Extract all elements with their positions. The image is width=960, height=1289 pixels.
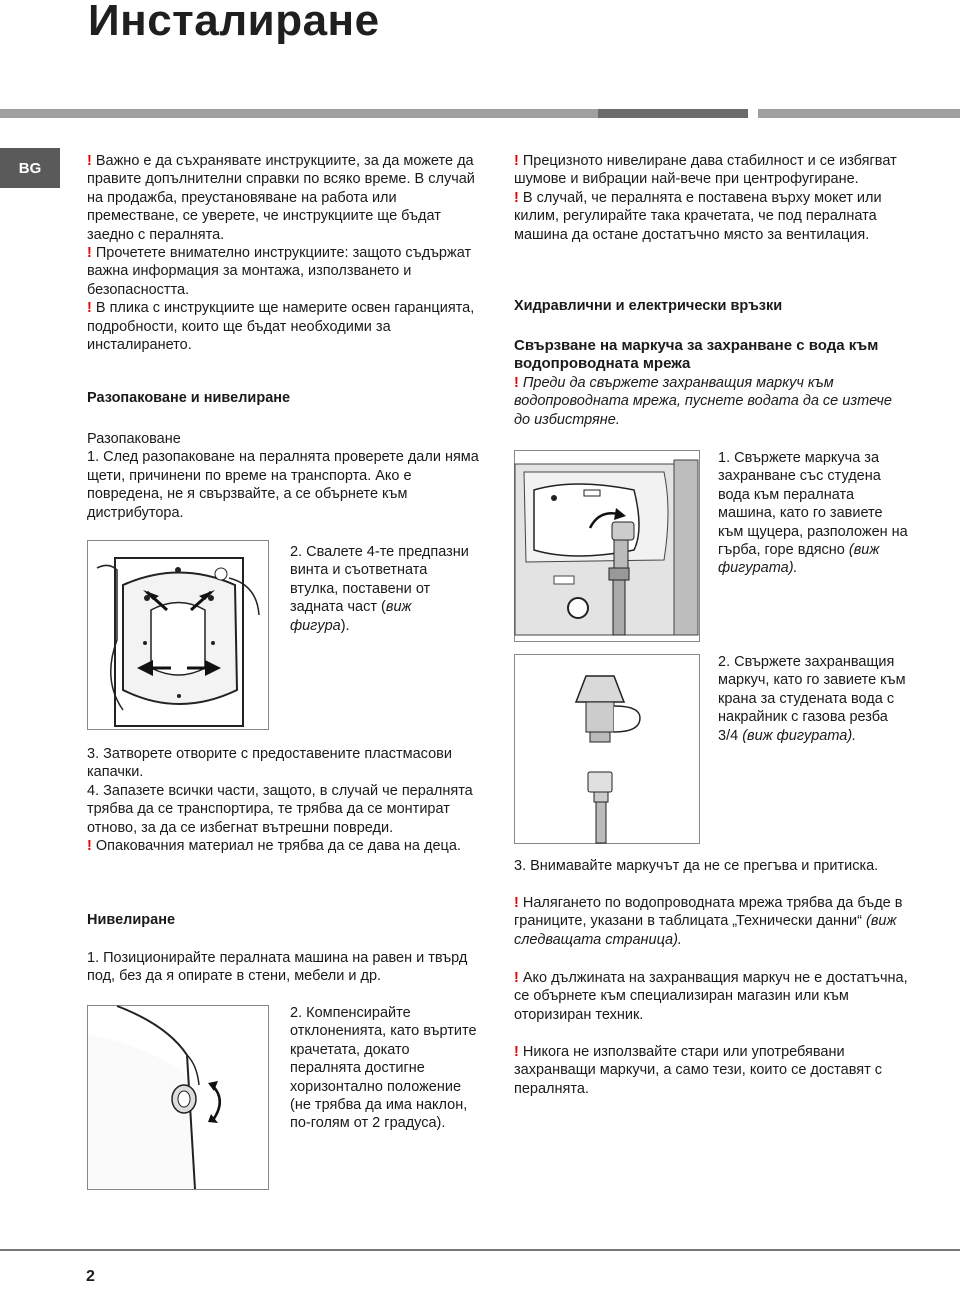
- language-tab: BG: [0, 148, 60, 188]
- length-warning: ! Ако дължината на захранващия маркуч не е достатъчна, се обърнете към специализиран магазин или към оторизиран техник.: [514, 970, 908, 1023]
- header-rule: [0, 109, 960, 118]
- hydraulic-heading: Хидравлични и електрически връзки: [514, 298, 783, 314]
- old-hose-warning: ! Никога не използвайте стари или употребявани захранващи маркучи, а само тези, които се доставят с пералнята.: [514, 1044, 883, 1097]
- level-step-2: 2. Компенсирайте отклоненията, като въртите крачетата, докато пералнята достигне хоризонтално положение (не трябва да има наклон, по-голям от 2 градуса).: [290, 1005, 477, 1132]
- page-title: Инсталиране: [88, 0, 380, 45]
- unpack-step-3: 3. Затворете отворите с предоставените пластмасови капачки.: [87, 746, 452, 781]
- intro-paragraph: ! Прочетете внимателно инструкциите: защото съдържат важна информация за монтажа, използването и безопасността.: [87, 245, 472, 298]
- unpack-step-2: 2. Свалете 4-те предпазни винта и съответната втулка, поставени от задната част (виж фигура).: [290, 544, 469, 634]
- unpack-block: [87, 430, 479, 522]
- unpack-warning: ! Опаковачния материал не трябва да се дава на деца.: [87, 838, 461, 855]
- intro-paragraph: ! Важно е да съхранявате инструкциите, за да можете да правите допълнителни справки по всяко време. В случай на продажба, преустановяване на работа или преместване, се уверете, че инструкциите ще бъдат заедно с пералнята.: [87, 153, 475, 243]
- level-foot-figure: [87, 1005, 269, 1190]
- hose-step-2: 2. Свържете захранващия маркуч, като го завиете към крана за студената вода с накрайник с газова резба 3/4 (виж фигурата).: [718, 654, 906, 744]
- page-number: 2: [86, 1268, 95, 1285]
- note-paragraph: ! Прецизното нивелиране дава стабилност и се избягват шумове и вибрации най-вече при центрофугиране.: [514, 153, 897, 188]
- hose-step-1: 1. Свържете маркуча за захранване със студена вода към пералната машина, като го завиете към щуцера, разположен на гърба, горе вдясно (виж фигурата).: [718, 450, 908, 577]
- unpack-subheading: Разопаковане: [87, 431, 181, 447]
- inlet-figure: [514, 450, 700, 642]
- unpack-heading: Разопаковане и нивелиране: [87, 390, 291, 406]
- hose-step-3: 3. Внимавайте маркучът да не се прегъва и притиска.: [514, 858, 879, 874]
- leveling-notes: [514, 152, 909, 244]
- unpack-step-1: 1. След разопаковане на пералнята проверете дали няма щети, причинени по време на транспорта. Ако е повредена, не я свързвайте, а се обърнете към дистрибутора.: [87, 449, 479, 521]
- level-step-1: 1. Позиционирайте пералната машина на равен и твърд под, без да я опирате в стени, мебели и др.: [87, 950, 468, 985]
- hose-block: [514, 337, 894, 429]
- washer-back-figure: [87, 540, 269, 730]
- unpack-step-4: 4. Запазете всички части, защото, в случай че пералнята трябва да се транспортира, те трябва да се монтират отново, за да се избегнат вътрешни повреди.: [87, 782, 473, 836]
- intro-paragraph: ! В плика с инструкциите ще намерите освен гаранцията, подробности, които ще бъдат необходими за инсталирането.: [87, 300, 475, 354]
- hose-heading: Свързване на маркуча за захранване с вода към водопроводната мрежа: [514, 337, 879, 373]
- tap-figure: [514, 654, 700, 844]
- note-paragraph: ! В случай, че пералнята е поставена върху мокет или килим, регулирайте така крачетата, че под пералната машина да остане достатъчно място за вентилация.: [514, 189, 882, 243]
- intro-block: [87, 152, 479, 354]
- pressure-warning: ! Налягането по водопроводната мрежа трябва да бъде в границите, указани в таблицата „Технически данни“ (виж следващата страница).: [514, 895, 903, 948]
- level-heading: Нивелиране: [87, 912, 176, 928]
- unpack-steps-3-4: [87, 745, 479, 855]
- footer-rule: [0, 1249, 960, 1251]
- hose-warning: ! Преди да свържете захранващия маркуч към водопроводната мрежа, пуснете водата да се изтече до избистряне.: [514, 374, 892, 428]
